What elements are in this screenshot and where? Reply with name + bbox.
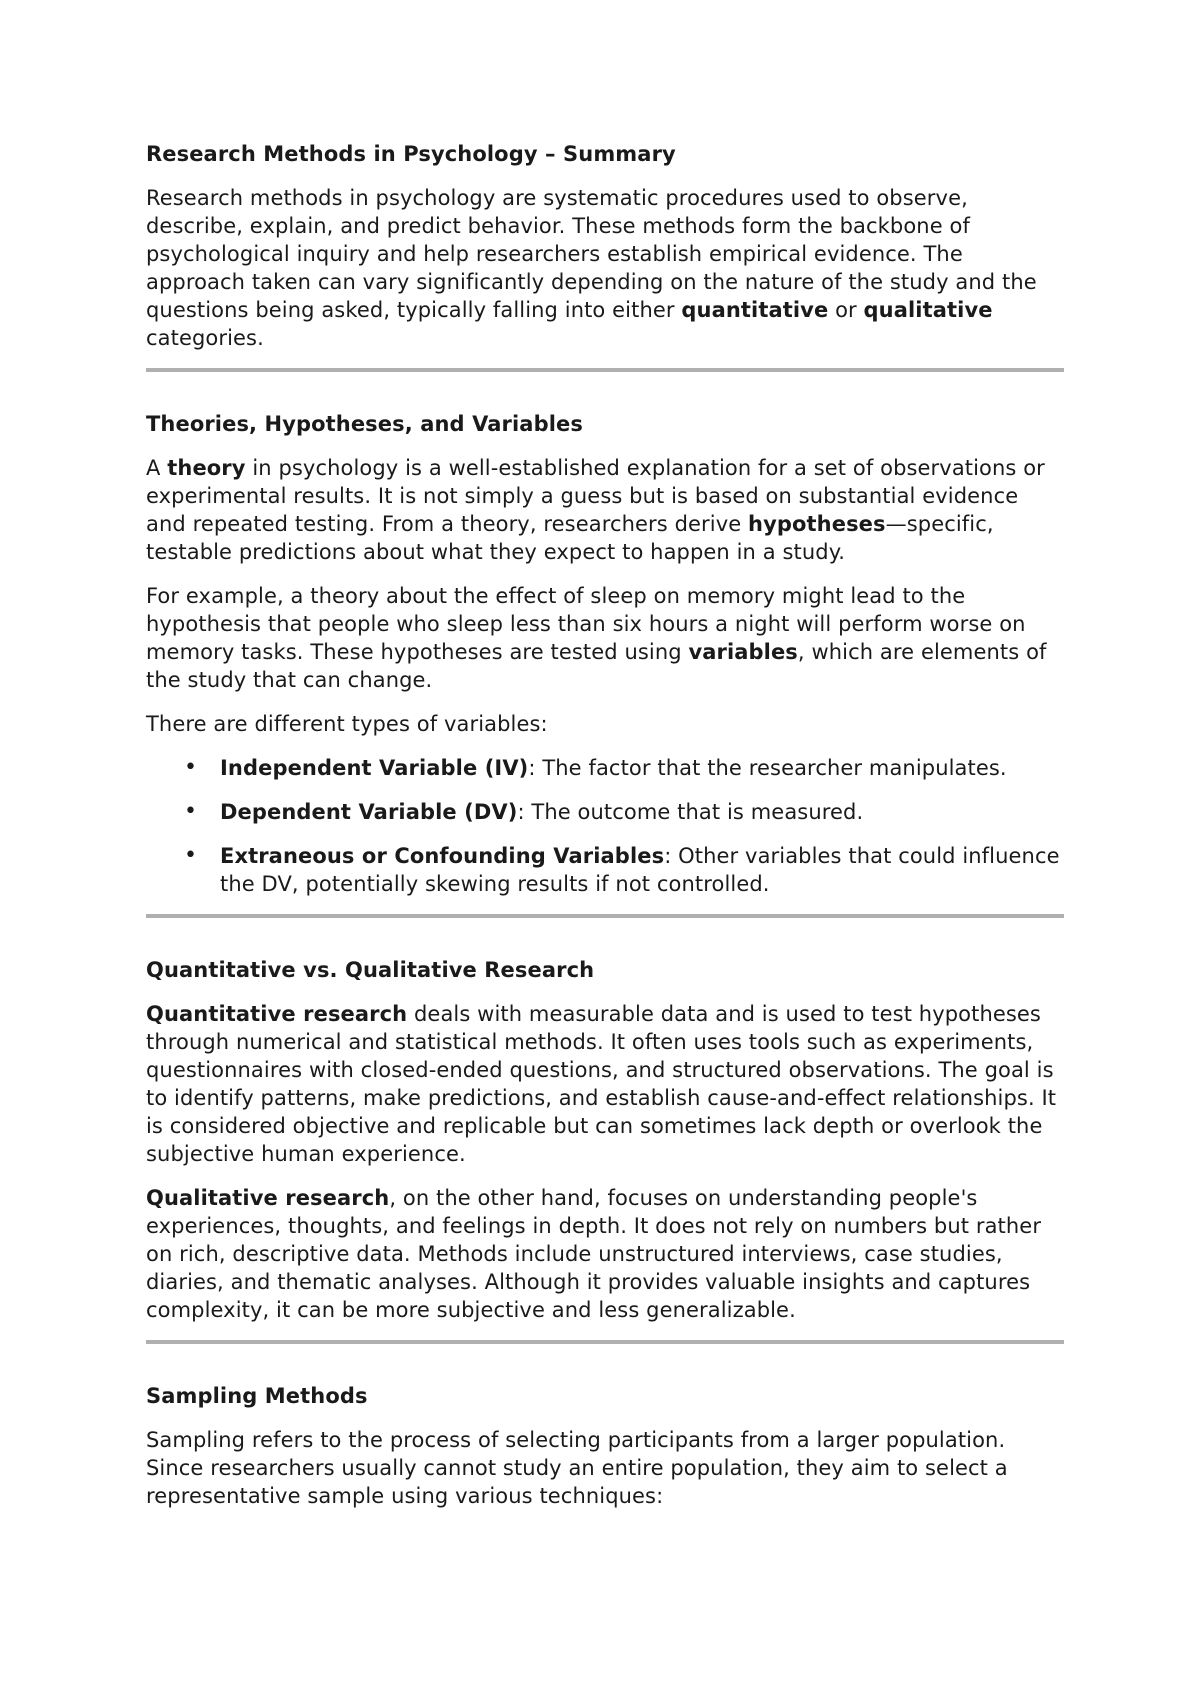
section-heading-sampling: Sampling Methods xyxy=(146,1384,368,1408)
qualitative-bold-term: Qualitative research xyxy=(146,1186,390,1210)
sampling-paragraph: Sampling refers to the process of selecting participants from a larger population. Since researchers usually cannot study an entire population, they aim to select a representative sample using various techniques: xyxy=(146,1428,1008,1508)
section-divider xyxy=(146,368,1064,372)
list-item-term: Dependent Variable (DV) xyxy=(220,800,518,824)
theory-text-2: in psychology is a well-established explanation for a set of observations or experimental results. It is not simply a guess but is based on substantial evidence and repeated testing. From a theory, researchers derive xyxy=(146,456,1045,536)
quantitative-paragraph xyxy=(146,1000,1064,1168)
example-text-1: For example, a theory about the effect of sleep on memory might lead to the hypothesis that people who sleep less than six hours a night will perform worse on memory tasks. These hypotheses are tested using xyxy=(146,584,1026,664)
intro-text-1: Research methods in psychology are systematic procedures used to observe, describe, explain, and predict behavior. These methods form the backbone of psychological inquiry and help researchers establish empirical evidence. The approach taken can vary significantly depending on the nature of the study and the questions being asked, typically falling into either xyxy=(146,186,1037,322)
variables-intro-paragraph: There are different types of variables: xyxy=(146,712,548,736)
intro-bold-quantitative: quantitative xyxy=(681,298,829,322)
intro-paragraph xyxy=(146,184,1064,352)
qualitative-text: , on the other hand, focuses on understanding people's experiences, thoughts, and feelings in depth. It does not rely on numbers but rather on rich, descriptive data. Methods include unstructured interviews, case studies, diaries, and thematic analyses. Although it provides valuable insights and captures complexity, it can be more subjective and less generalizable. xyxy=(146,1186,1042,1322)
example-text-2: , which are elements of the study that can change. xyxy=(146,640,1047,692)
section-heading-quant-qual: Quantitative vs. Qualitative Research xyxy=(146,958,595,982)
variables-bold-term: variables xyxy=(688,640,798,664)
document-title: Research Methods in Psychology – Summary xyxy=(146,142,676,166)
theory-text-3: —specific, testable predictions about what they expect to happen in a study. xyxy=(146,512,994,564)
qualitative-paragraph xyxy=(146,1184,1064,1324)
section-divider xyxy=(146,1340,1064,1344)
variables-list xyxy=(146,754,1064,898)
intro-bold-qualitative: qualitative xyxy=(863,298,993,322)
theory-paragraph xyxy=(146,454,1064,566)
list-item-desc: : The factor that the researcher manipulates. xyxy=(528,756,1007,780)
document-page xyxy=(146,140,1064,1526)
quantitative-bold-term: Quantitative research xyxy=(146,1002,408,1026)
list-item xyxy=(220,798,1064,826)
intro-text-3: categories. xyxy=(146,326,264,350)
section-divider xyxy=(146,914,1064,918)
hypotheses-bold-term: hypotheses xyxy=(748,512,886,536)
list-item-term: Independent Variable (IV) xyxy=(220,756,529,780)
list-item xyxy=(220,842,1064,898)
list-item xyxy=(220,754,1064,782)
list-item-desc: : Other variables that could influence the DV, potentially skewing results if not controlled. xyxy=(220,844,1060,896)
section-heading-theories: Theories, Hypotheses, and Variables xyxy=(146,412,583,436)
list-item-term: Extraneous or Confounding Variables xyxy=(220,844,665,868)
quantitative-text: deals with measurable data and is used to test hypotheses through numerical and statistical methods. It often uses tools such as experiments, questionnaires with closed-ended questions, and structured observations. The goal is to identify patterns, make predictions, and establish cause-and-effect relationships. It is considered objective and replicable but can sometimes lack depth or overlook the subjective human experience. xyxy=(146,1002,1057,1166)
theory-text-1: A xyxy=(146,456,168,480)
list-item-desc: : The outcome that is measured. xyxy=(517,800,864,824)
intro-text-2: or xyxy=(828,298,864,322)
theory-bold-term: theory xyxy=(167,456,246,480)
example-paragraph xyxy=(146,582,1064,694)
